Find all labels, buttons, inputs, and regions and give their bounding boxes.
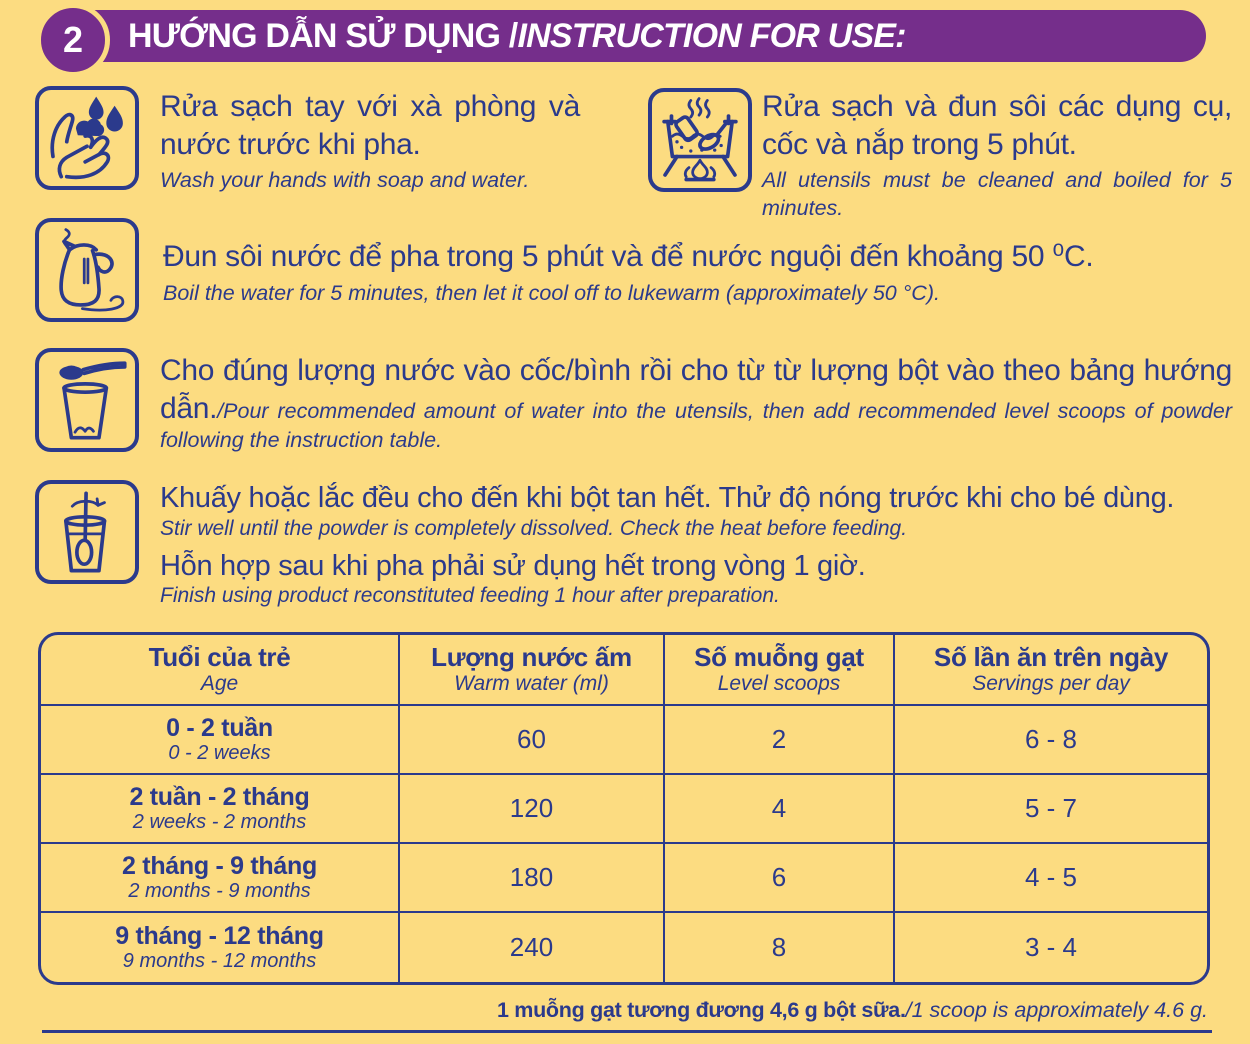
row2-servings: 5 - 7 (895, 775, 1207, 844)
row1-scoops: 2 (665, 706, 895, 775)
section-title (128, 17, 906, 56)
header-water-vn: Lượng nước ấm (431, 642, 632, 673)
row3-age-en: 2 months - 9 months (128, 880, 311, 902)
step5-text (160, 481, 1235, 610)
row4-servings: 3 - 4 (1024, 932, 1078, 962)
step4-text-mixed (160, 352, 1232, 455)
table-header-water (400, 635, 665, 706)
step2-text-en: All utensils must be cleaned and boiled for 5 minutes. (762, 168, 1232, 220)
table-row (41, 706, 400, 775)
step4-text (160, 352, 1232, 455)
row3-servings: 4 - 5 (895, 844, 1207, 913)
step5-text-en1: Stir well until the powder is completely dissolved. Check the heat before feeding. (160, 516, 908, 540)
step4-text-en: /Pour recommended amount of water into the utensils, then add recommended level scoops of powder following the instruction table. (160, 398, 1232, 452)
step3-text-vn: Đun sôi nước để pha trong 5 phút và để nước nguội đến khoảng 50 ⁰C. (163, 240, 1094, 273)
row4-age-vn: 9 tháng - 12 tháng (115, 922, 324, 950)
step3-icon-box (35, 218, 139, 322)
header-servings-vn: Số lần ăn trên ngày (933, 642, 1169, 673)
row2-age-vn: 2 tuần - 2 tháng (129, 783, 310, 811)
table-header-servings (895, 635, 1207, 706)
step1-text (160, 88, 580, 195)
step5-text-vn2: Hỗn hợp sau khi pha phải sử dụng hết trong vòng 1 giờ. (160, 549, 866, 582)
section-header-bar (60, 10, 1206, 62)
handwash-icon (41, 92, 133, 184)
section-number-badge (36, 3, 110, 77)
step1-text-vn: Rửa sạch tay với xà phòng và nước trước khi pha. (160, 90, 580, 161)
stir-glass-icon (41, 486, 133, 578)
section-number: 2 (62, 19, 84, 60)
header-servings-en: Servings per day (972, 671, 1130, 695)
scoop-glass-icon (41, 354, 133, 446)
step1-icon-box (35, 86, 139, 190)
row3-water: 180 (400, 844, 665, 913)
step2-icon-box (648, 88, 752, 192)
scoop-weight-note (497, 998, 1208, 1023)
feeding-table (38, 632, 1210, 985)
table-row (41, 775, 400, 844)
header-age-en: Age (200, 671, 239, 695)
kettle-icon (41, 224, 133, 316)
row4-water: 240 (400, 913, 665, 982)
row1-water: 60 (400, 706, 665, 775)
step3-text-en: Boil the water for 5 minutes, then let it cool off to lukewarm (approximately 50 °C). (163, 280, 940, 305)
row1-age-vn: 0 - 2 tuần (166, 714, 273, 742)
step5-text-en2: Finish using product reconstituted feeding 1 hour after preparation. (160, 584, 780, 608)
row2-scoops: 4 (665, 775, 895, 844)
step2-text (762, 88, 1232, 222)
row2-water: 120 (400, 775, 665, 844)
step4-icon-box (35, 348, 139, 452)
step5-icon-box (35, 480, 139, 584)
header-scoops-vn: Số muỗng gạt (694, 642, 864, 673)
row4-scoops: 8 (665, 913, 895, 982)
table-row (41, 844, 400, 913)
step4-text-vn: Cho đúng lượng nước vào cốc/bình rồi cho từ từ lượng bột vào theo bảng hướng dẫn. (160, 354, 1232, 425)
section-title-en: INSTRUCTION FOR USE: (517, 16, 906, 55)
step3-text (163, 238, 1233, 307)
row2-age-en: 2 weeks - 2 months (132, 811, 307, 833)
table-row (41, 913, 400, 982)
row1-servings: 6 - 8 (895, 706, 1207, 775)
step5-text-vn1: Khuấy hoặc lắc đều cho đến khi bột tan hết. Thử độ nóng trước khi cho bé dùng. (160, 482, 1175, 514)
scoop-note-vn: 1 muỗng gạt tương đương 4,6 g bột sữa. (496, 998, 906, 1022)
scoop-note-en: /1 scoop is approximately 4.6 g. (905, 998, 1208, 1022)
table-header-scoops (665, 635, 895, 706)
footer-divider (42, 1030, 1212, 1033)
step1-text-en: Wash your hands with soap and water. (160, 168, 530, 192)
row4-age-en: 9 months - 12 months (122, 950, 317, 972)
row3-age-vn: 2 tháng - 9 tháng (122, 852, 317, 880)
table-header-age (41, 635, 400, 706)
boil-utensils-icon (654, 94, 746, 186)
section-title-vn: HƯỚNG DẪN SỬ DỤNG / (128, 16, 518, 55)
header-scoops-en: Level scoops (717, 671, 841, 695)
row3-scoops: 6 (665, 844, 895, 913)
step2-text-vn: Rửa sạch và đun sôi các dụng cụ, cốc và nắp trong 5 phút. (762, 90, 1232, 161)
row1-age-en: 0 - 2 weeks (168, 742, 271, 764)
header-age-vn: Tuổi của trẻ (148, 642, 291, 673)
header-water-en: Warm water (ml) (454, 671, 609, 695)
